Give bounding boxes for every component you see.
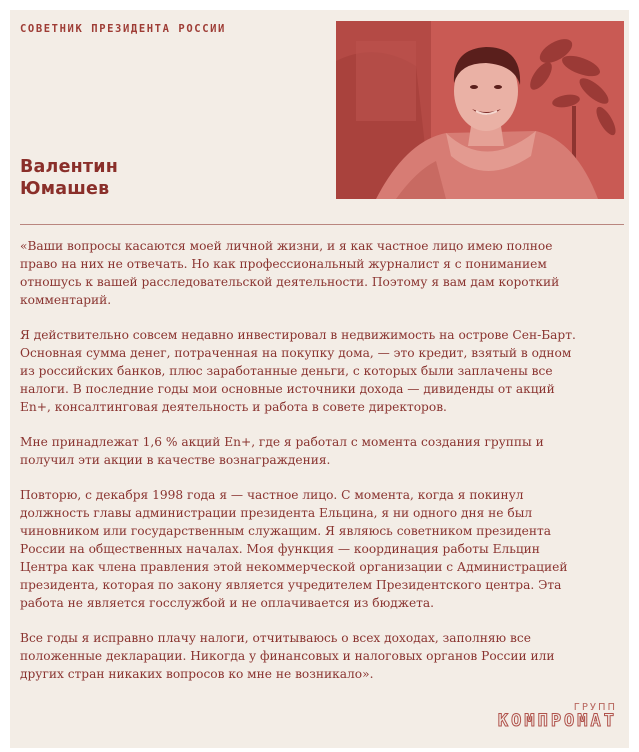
watermark-main-text: КОМПРОМАТ bbox=[497, 711, 617, 731]
article-card bbox=[10, 10, 629, 748]
person-first-name: Валентин bbox=[20, 157, 119, 177]
quote-paragraph-5: Все годы я исправно плачу налоги, отчитываюсь о всех доходах, заполняю все положенные декларации. Никогда у финансовых и налоговых органов России или других стран никаких вопросов ко мне не возникало». bbox=[20, 631, 555, 681]
quote-body bbox=[20, 237, 585, 700]
quote-paragraph-3: Мне принадлежат 1,6 % акций En+, где я работал с момента создания группы и получил эти акции в качестве вознаграждения. bbox=[20, 435, 544, 467]
watermark-top-text: ГРУПП bbox=[573, 702, 617, 713]
person-last-name: Юмашев bbox=[20, 179, 110, 199]
kicker-label: СОВЕТНИК ПРЕЗИДЕНТА РОССИИ bbox=[20, 23, 226, 35]
divider bbox=[20, 224, 624, 225]
compromat-watermark-logo bbox=[459, 702, 619, 736]
quote-paragraph-2: Я действительно совсем недавно инвестировал в недвижимость на острове Сен-Барт. Основная сумма денег, потраченная на покупку дома, — это кредит, взятый в одном из российских банков, плюс заработанные деньги, с которых были заплачены все налоги. В последние годы мои основные источники дохода — дивиденды от акций En+, консалтинговая деятельность и работа в совете директоров. bbox=[20, 328, 576, 414]
quote-paragraph-1: «Ваши вопросы касаются моей личной жизни, и я как частное лицо имею полное право на них не отвечать. Но как профессиональный журналист я с пониманием отношусь к вашей расследовательской деятельности. Поэтому я вам дам короткий комментарий. bbox=[20, 239, 560, 307]
portrait-photo bbox=[336, 21, 624, 199]
quote-paragraph-4: Повторю, с декабря 1998 года я — частное лицо. С момента, когда я покинул должность главы администрации президента Ельцина, я ни одного дня не был чиновником или государственным служащим. Я являюсь советником президента России на общественных началах. Моя функция — координация работы Ельцин Центра как члена правления этой некоммерческой организации с Администрацией президента, которая по закону является учредителем Президентского центра. Эта работа не является госслужбой и не оплачивается из бюджета. bbox=[20, 488, 568, 610]
portrait-illustration bbox=[336, 21, 624, 199]
person-name bbox=[20, 156, 118, 200]
